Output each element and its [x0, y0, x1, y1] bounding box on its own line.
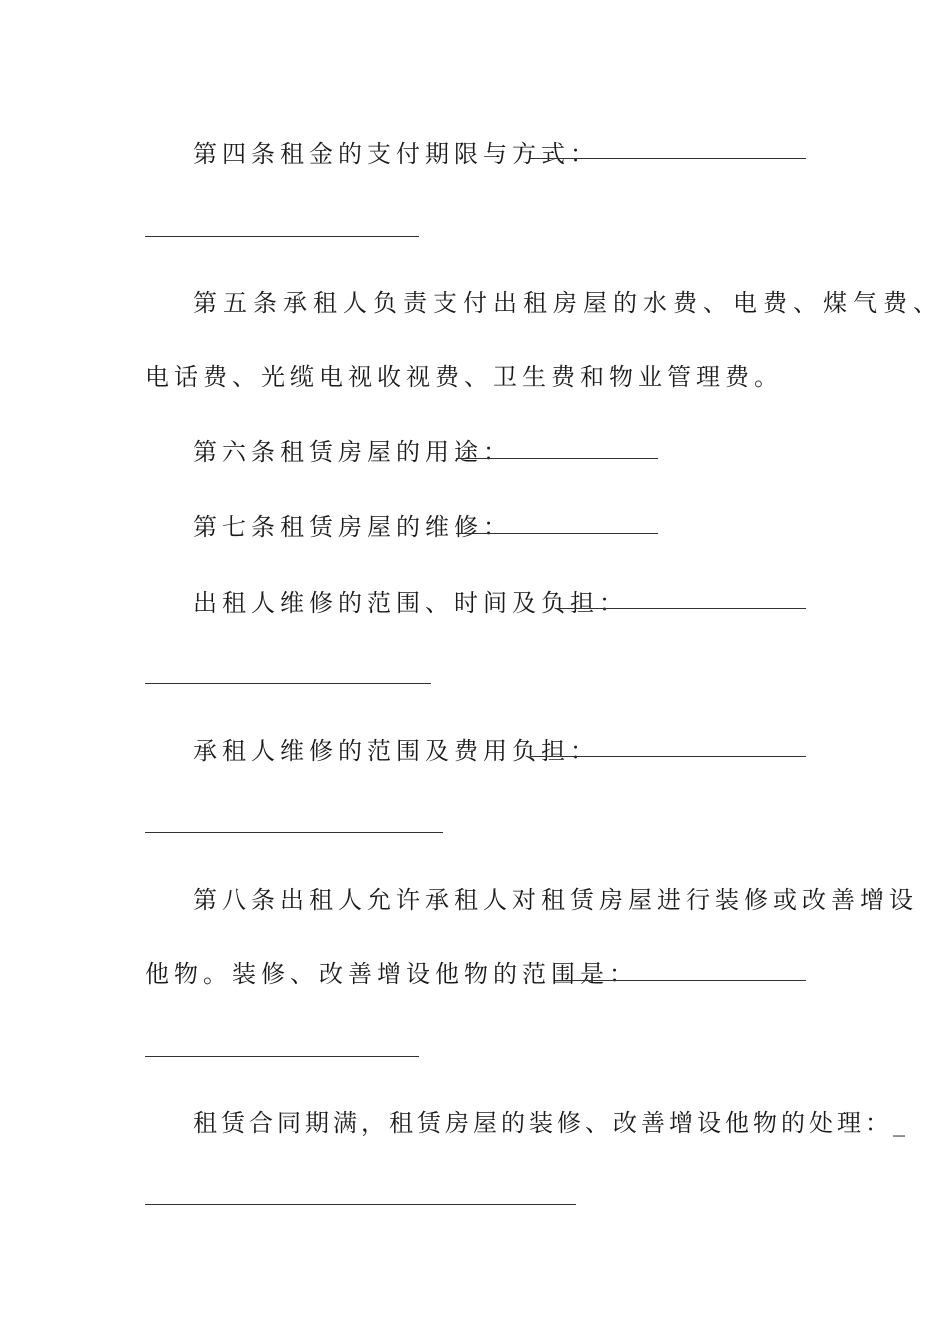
- lessor-repair-text: 出租人维修的范围、时间及负担：: [193, 589, 628, 617]
- article-5-text-line-1: 第五条承租人负责支付出租房屋的水费、电费、煤气费、: [193, 289, 943, 317]
- expiry-text: 租赁合同期满，租赁房屋的装修、改善增设他物的处理：_: [193, 1109, 909, 1137]
- lessor-repair-blank-line-1[interactable]: [555, 608, 806, 609]
- lessee-repair-blank-line-1[interactable]: [530, 756, 806, 757]
- article-8-blank-line-2[interactable]: [145, 1056, 419, 1057]
- article-8-blank-line-1[interactable]: [555, 980, 806, 981]
- lessee-repair-text: 承租人维修的范围及费用负担：: [193, 737, 599, 765]
- expiry-blank-line[interactable]: [145, 1204, 576, 1205]
- lessee-repair-blank-line-2[interactable]: [145, 832, 443, 833]
- article-4-blank-line-1[interactable]: [530, 158, 806, 159]
- article-7-blank-line[interactable]: [456, 533, 658, 534]
- lessor-repair-blank-line-2[interactable]: [145, 683, 431, 684]
- article-8-text-line-1: 第八条出租人允许承租人对租赁房屋进行装修或改善增设: [193, 886, 918, 914]
- article-6-blank-line[interactable]: [456, 458, 658, 459]
- article-4-text: 第四条租金的支付期限与方式：: [193, 140, 599, 168]
- article-8-text-line-2: 他物。装修、改善增设他物的范围是：: [145, 960, 638, 988]
- article-4-blank-line-2[interactable]: [145, 236, 419, 237]
- article-7-text: 第七条租赁房屋的维修：: [193, 513, 512, 541]
- article-5-text-line-2: 电话费、光缆电视收视费、卫生费和物业管理费。: [145, 363, 783, 391]
- article-6-text: 第六条租赁房屋的用途：: [193, 438, 512, 466]
